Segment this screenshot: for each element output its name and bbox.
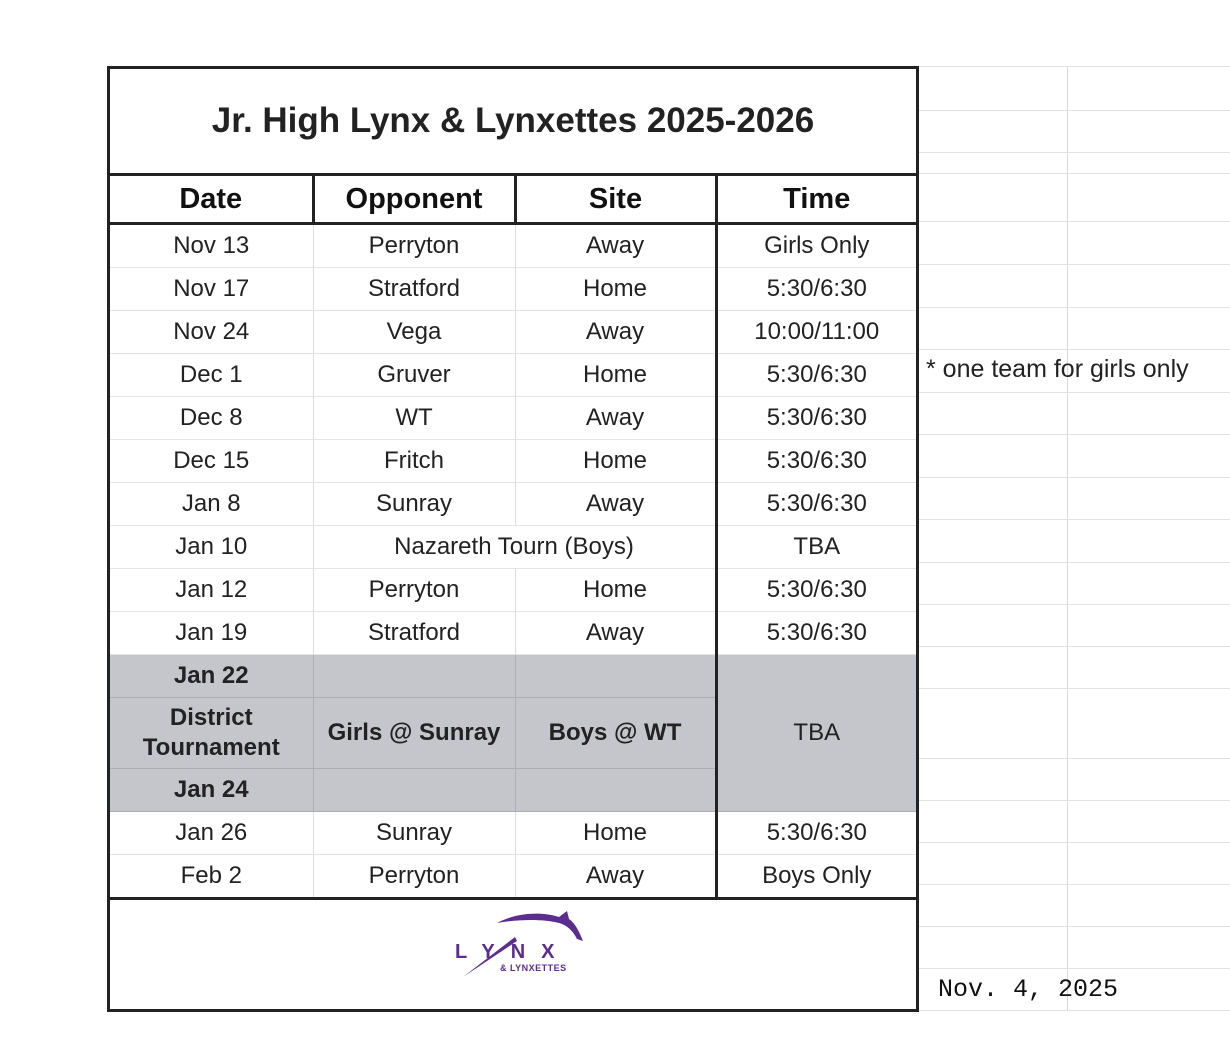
cell-time: 5:30/6:30	[716, 268, 916, 311]
logo-text: LYNX	[455, 941, 571, 963]
district-end-date: Jan 24	[110, 769, 313, 812]
cell-opponent: WT	[313, 397, 515, 440]
cell-site: Away	[515, 311, 716, 354]
cell-time: 5:30/6:30	[716, 354, 916, 397]
cell-opponent: Stratford	[313, 268, 515, 311]
cell-time: 5:30/6:30	[716, 612, 916, 655]
tournament-row	[110, 526, 916, 569]
side-note: * one team for girls only	[926, 355, 1189, 383]
table-row	[110, 483, 916, 526]
cell-time: Girls Only	[716, 224, 916, 268]
table-row	[110, 440, 916, 483]
table-row	[110, 224, 916, 268]
district-boys-empty	[515, 655, 716, 698]
cell-time: 5:30/6:30	[716, 440, 916, 483]
cell-time: 5:30/6:30	[716, 397, 916, 440]
cell-date: Dec 15	[110, 440, 313, 483]
cell-site: Home	[515, 354, 716, 397]
lynx-logo	[455, 907, 585, 981]
district-start-date: Jan 22	[110, 655, 313, 698]
cell-opponent: Perryton	[313, 569, 515, 612]
date-stamp: Nov. 4, 2025	[938, 975, 1119, 1004]
cell-site: Home	[515, 440, 716, 483]
schedule-sheet	[107, 66, 919, 1012]
cell-time: 5:30/6:30	[716, 483, 916, 526]
cell-date: Jan 26	[110, 812, 313, 855]
district-boys-empty	[515, 769, 716, 812]
header-time: Time	[716, 175, 916, 224]
header-date: Date	[110, 175, 313, 224]
table-row	[110, 397, 916, 440]
table-row	[110, 812, 916, 855]
cell-date: Dec 8	[110, 397, 313, 440]
cell-date: Nov 17	[110, 268, 313, 311]
table-row	[110, 569, 916, 612]
cell-opponent: Vega	[313, 311, 515, 354]
cell-site: Home	[515, 812, 716, 855]
table-row	[110, 855, 916, 899]
cell-site: Away	[515, 397, 716, 440]
logo-subtext: & LYNXETTES	[500, 963, 567, 973]
cell-site: Home	[515, 268, 716, 311]
cell-opponent: Perryton	[313, 855, 515, 899]
table-row	[110, 311, 916, 354]
table-row	[110, 268, 916, 311]
cell-date: Jan 19	[110, 612, 313, 655]
cell-opponent: Sunray	[313, 812, 515, 855]
cell-date: Nov 13	[110, 224, 313, 268]
district-girls-empty	[313, 655, 515, 698]
cell-site: Away	[515, 483, 716, 526]
cell-time: 5:30/6:30	[716, 812, 916, 855]
cell-site: Away	[515, 224, 716, 268]
cell-opponent: Gruver	[313, 354, 515, 397]
cell-opponent: Stratford	[313, 612, 515, 655]
cell-date: Jan 12	[110, 569, 313, 612]
header-site: Site	[515, 175, 716, 224]
cell-event: Nazareth Tourn (Boys)	[313, 526, 716, 569]
cell-site: Away	[515, 855, 716, 899]
cell-date: Nov 24	[110, 311, 313, 354]
cell-opponent: Perryton	[313, 224, 515, 268]
cell-site: Home	[515, 569, 716, 612]
header-opponent: Opponent	[313, 175, 515, 224]
district-row-start	[110, 655, 916, 698]
district-boys-site: Boys @ WT	[515, 698, 716, 769]
district-label: District Tournament	[110, 698, 313, 769]
table-row	[110, 612, 916, 655]
cell-opponent: Sunray	[313, 483, 515, 526]
cell-time: Boys Only	[716, 855, 916, 899]
cell-time: 5:30/6:30	[716, 569, 916, 612]
cell-site: Away	[515, 612, 716, 655]
schedule-title: Jr. High Lynx & Lynxettes 2025-2026	[211, 101, 815, 140]
cell-time: 10:00/11:00	[716, 311, 916, 354]
cell-date: Feb 2	[110, 855, 313, 899]
district-girls-empty	[313, 769, 515, 812]
schedule-table	[110, 173, 916, 900]
district-time: TBA	[716, 655, 916, 812]
cell-date: Jan 10	[110, 526, 313, 569]
cell-time: TBA	[716, 526, 916, 569]
header-row	[110, 175, 916, 224]
cell-opponent: Fritch	[313, 440, 515, 483]
cell-date: Dec 1	[110, 354, 313, 397]
table-row	[110, 354, 916, 397]
cell-date: Jan 8	[110, 483, 313, 526]
district-girls-site: Girls @ Sunray	[313, 698, 515, 769]
